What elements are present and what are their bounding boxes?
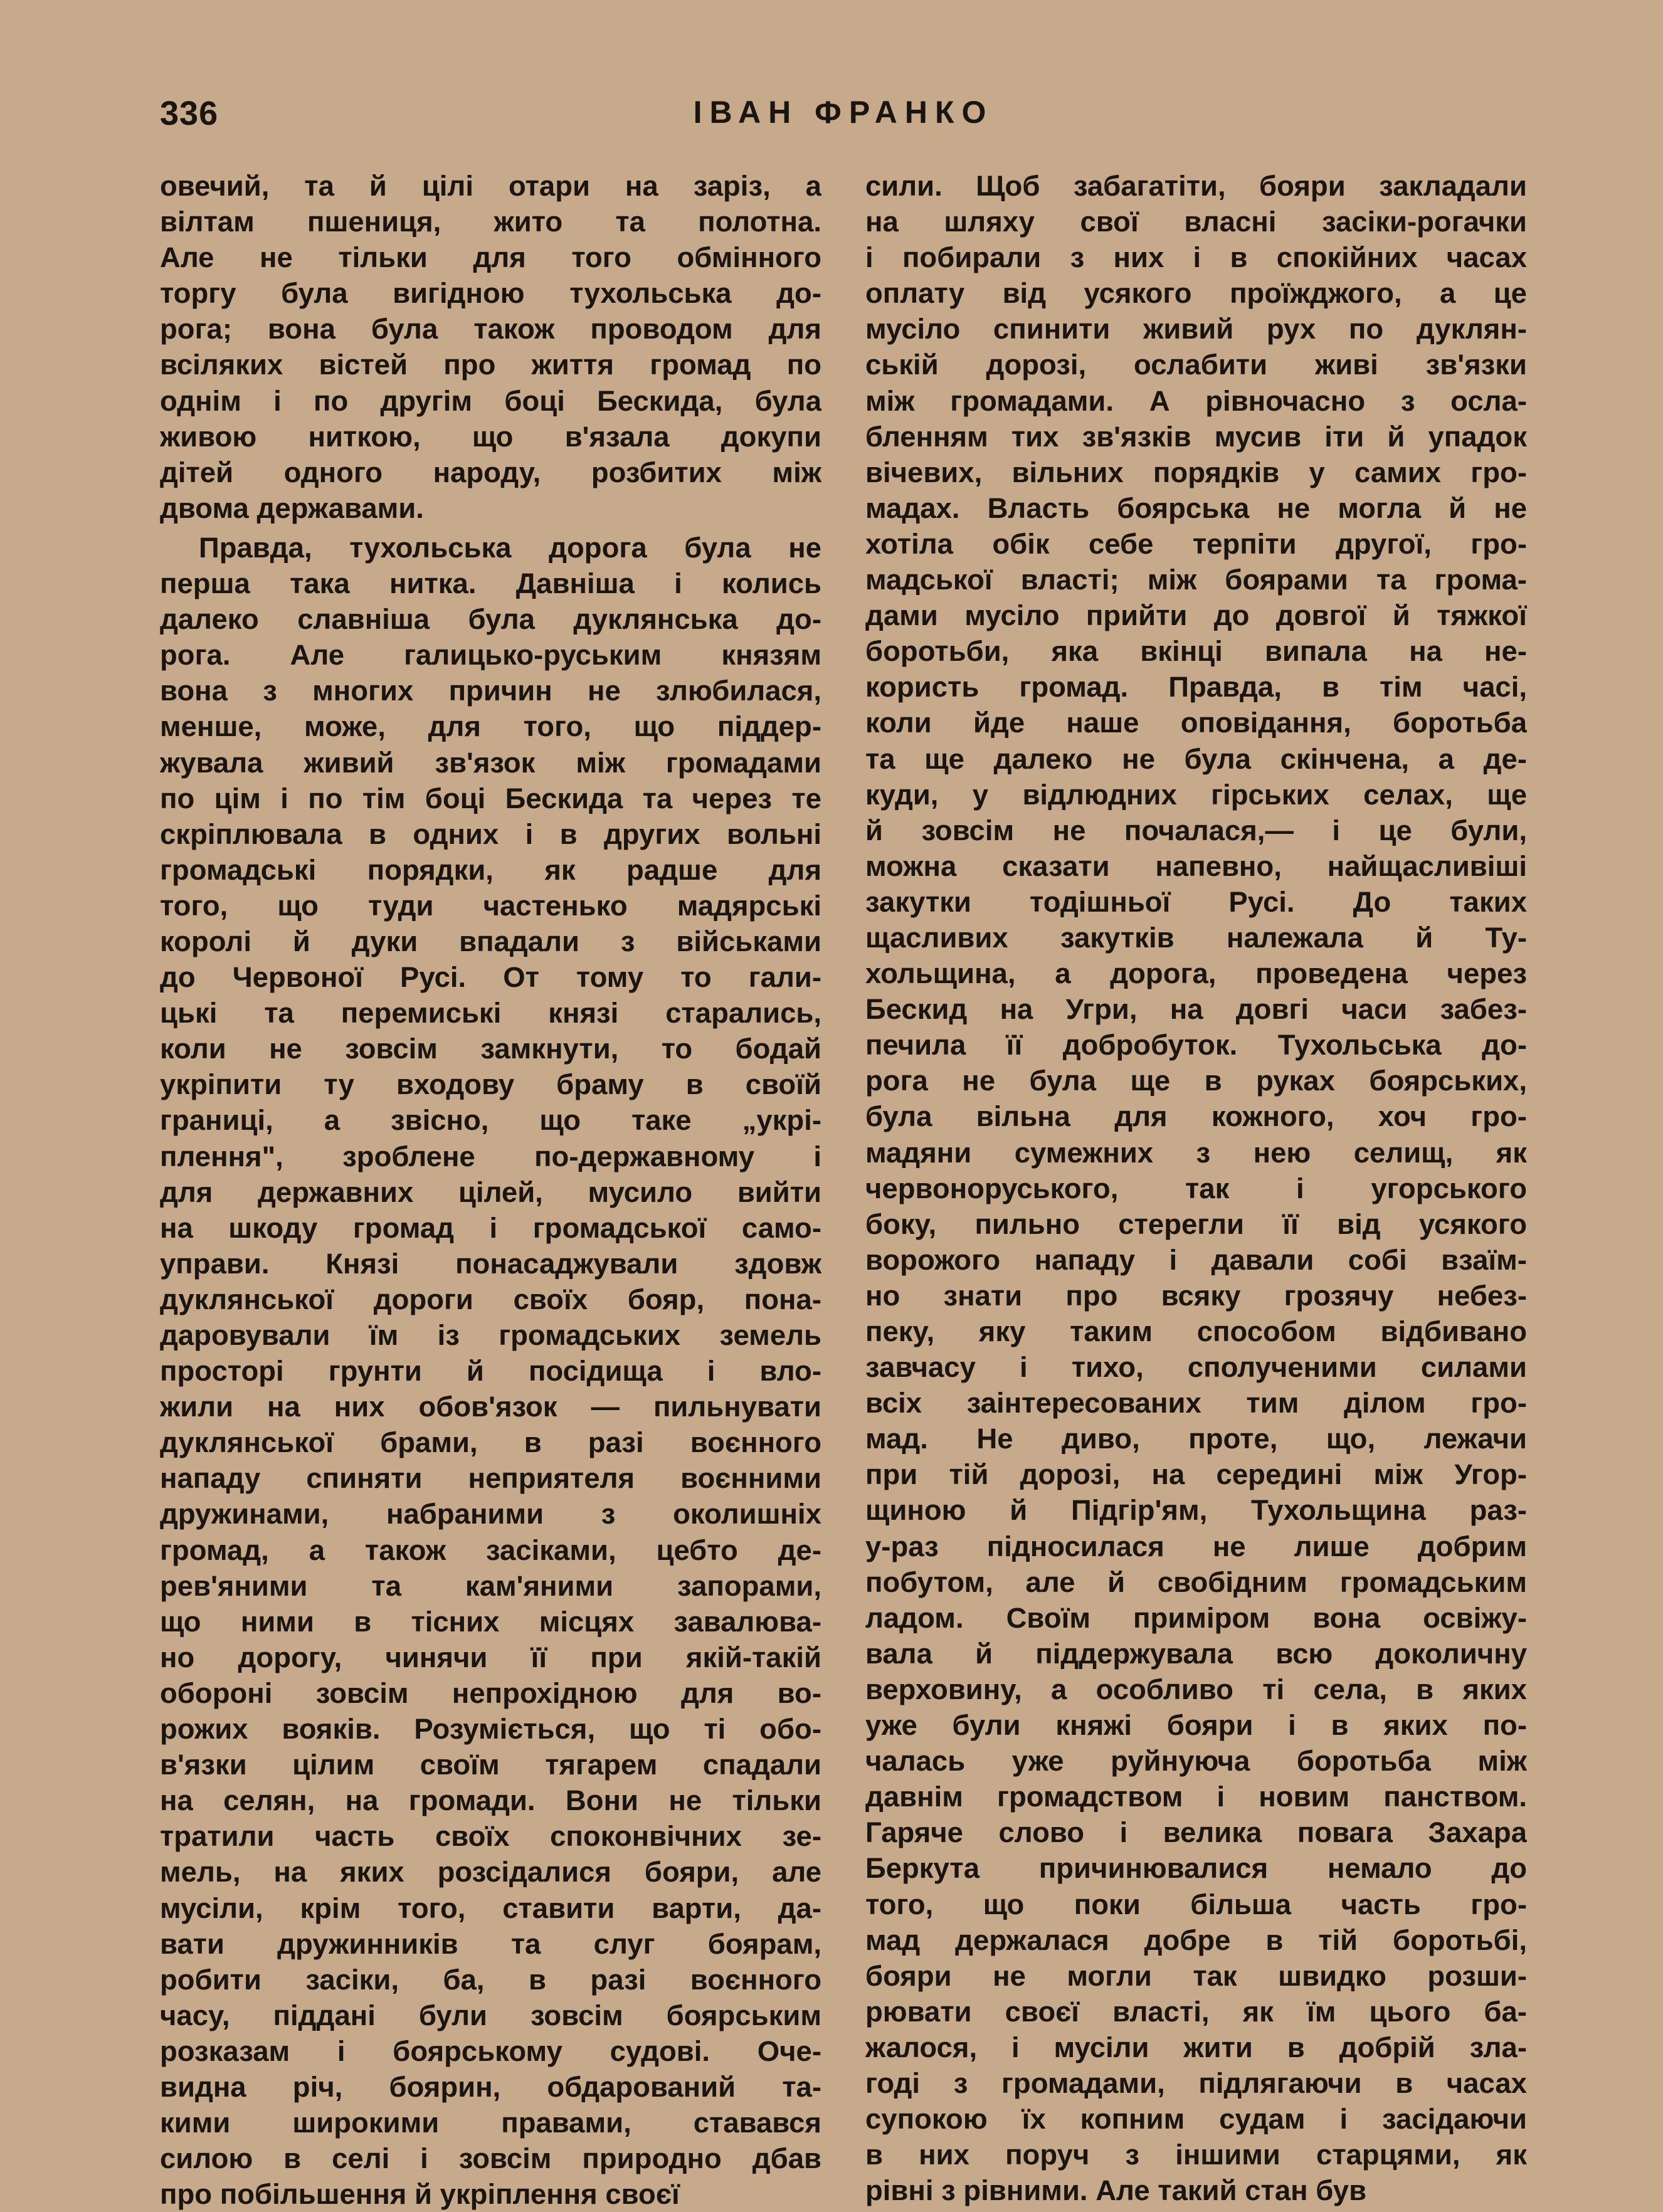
text-line: но дорогу, чинячи її при якій-такій	[160, 1641, 821, 1673]
text-line: розказам і боярському судові. Оче-	[160, 2035, 821, 2067]
text-line: щасливих закутків належала й Ту-	[865, 921, 1527, 954]
text-line: живою ниткою, що в'язала докупи	[160, 420, 821, 453]
text-line: мад держалася добре в тій боротьбі,	[865, 1924, 1527, 1956]
text-line: менше, може, для того, що піддер-	[160, 710, 821, 743]
text-line: Беркута причинювалися немало до	[865, 1852, 1527, 1885]
text-line: у-раз підносилася не лише добрим	[865, 1530, 1527, 1562]
text-line: між громадами. А рівночасно з осла-	[865, 384, 1527, 417]
text-line: рожих вояків. Розуміється, що ті обо-	[160, 1713, 821, 1746]
text-line: робити засіки, ба, в разі воєнного	[160, 1963, 821, 1996]
text-line: управи. Князі понасаджували здовж	[160, 1247, 821, 1280]
text-line: всіх заінтересованих тим ділом гро-	[865, 1387, 1527, 1419]
text-line: далеко славніша була дуклянська до-	[160, 603, 821, 636]
text-line: жалося, і мусіли жити в добрій зла-	[865, 2031, 1527, 2063]
text-line: щиною й Підгір'ям, Тухольщина раз-	[865, 1494, 1527, 1527]
text-line: дуклянської брами, в разі воєнного	[160, 1426, 821, 1459]
text-line: тратили часть своїх споконвічних зе-	[160, 1820, 821, 1853]
text-line: в'язки цілим своїм тягарем спадали	[160, 1749, 821, 1781]
text-line: рювати своєї власті, як їм цього ба-	[865, 1995, 1527, 2028]
text-line: боку, пильно стерегли її від усякого	[865, 1208, 1527, 1240]
text-line: ладом. Своїм приміром вона освіжу-	[865, 1601, 1527, 1634]
text-line: вати дружинників та слуг боярам,	[160, 1927, 821, 1960]
text-line: верховину, а особливо ті села, в яких	[865, 1673, 1527, 1705]
text-line: даровували їм із громадських земель	[160, 1319, 821, 1351]
right-text-column	[865, 168, 1527, 2208]
text-line: бояри не могли так швидко розши-	[865, 1959, 1527, 1992]
text-line: силою в селі і зовсім природно дбав	[160, 2142, 821, 2175]
text-line: хольщина, а дорога, проведена через	[865, 957, 1527, 990]
text-line: по цім і по тім боці Бескида та через те	[160, 782, 821, 814]
text-line: хотіла обік себе терпіти другої, гро-	[865, 527, 1527, 560]
text-line: і побирали з них і в спокійних часах	[865, 241, 1527, 274]
text-line: годі з громадами, підлягаючи в часах	[865, 2067, 1527, 2099]
text-line: всіляких вістей про життя громад по	[160, 349, 821, 381]
text-line: оплату від усякого проїжджого, а це	[865, 277, 1527, 310]
page-header	[160, 94, 1527, 144]
text-line: овечий, та й цілі отари на заріз, а	[160, 170, 821, 202]
text-line: королі й дуки впадали з військами	[160, 925, 821, 957]
text-line: в них поруч з іншими старцями, як	[865, 2139, 1527, 2171]
text-line: для державних цілей, мусило вийти	[160, 1176, 821, 1208]
text-line: печила її добробуток. Тухольська до-	[865, 1029, 1527, 1061]
text-line: вона з многих причин не злюбилася,	[160, 675, 821, 707]
text-line: супокою їх копним судам і засідаючи	[865, 2103, 1527, 2136]
text-line: чалась уже руйнуюча боротьба між	[865, 1745, 1527, 1778]
running-title: ІВАН ФРАНКО	[693, 95, 994, 130]
text-line: сили. Щоб забагатіти, бояри закладали	[865, 170, 1527, 202]
text-line: мель, на яких розсідалися бояри, але	[160, 1856, 821, 1888]
text-line: на шляху свої власні засіки-рогачки	[865, 206, 1527, 238]
text-line: пеку, яку таким способом відбивано	[865, 1315, 1527, 1347]
text-line: можна сказати напевно, найщасливіші	[865, 850, 1527, 882]
text-line: рев'яними та кам'яними запорами,	[160, 1569, 821, 1602]
text-line: була вільна для кожного, хоч гро-	[865, 1100, 1527, 1133]
text-line: що ними в тісних місцях завалюва-	[160, 1605, 821, 1638]
text-line: уже були княжі бояри і в яких по-	[865, 1709, 1527, 1742]
text-line: громадські порядки, як радше для	[160, 853, 821, 886]
text-line: того, що поки більша часть гро-	[865, 1888, 1527, 1920]
text-line: мадах. Власть боярська не могла й не	[865, 492, 1527, 524]
text-line: дуклянської дороги своїх бояр, пона-	[160, 1283, 821, 1315]
text-line: торгу була вигідною тухольська до-	[160, 277, 821, 310]
text-line: мадяни сумежних з нею селищ, як	[865, 1136, 1527, 1169]
text-line: мусіло спинити живий рух по дуклян-	[865, 313, 1527, 345]
text-line: укріпити ту входову браму в своїй	[160, 1068, 821, 1101]
text-line: рога не була ще в руках боярських,	[865, 1065, 1527, 1097]
text-line: плення", зроблене по-державному і	[160, 1140, 821, 1172]
text-line: Але не тільки для того обмінного	[160, 241, 821, 274]
text-line: Гаряче слово і велика повага Захара	[865, 1816, 1527, 1849]
text-line: й зовсім не почалася,— і це були,	[865, 814, 1527, 846]
left-text-column	[160, 168, 821, 2212]
text-line: двома державами.	[160, 492, 424, 524]
text-line: однім і по другім боці Бескида, була	[160, 384, 821, 417]
text-line: того, що туди частенько мадярські	[160, 889, 821, 922]
text-line: закутки тодішньої Русі. До таких	[865, 885, 1527, 918]
text-line: дами мусіло прийти до довгої й тяжкої	[865, 599, 1527, 632]
text-line: цькі та перемиські князі старались,	[160, 997, 821, 1030]
text-line: обороні зовсім непрохідною для во-	[160, 1677, 821, 1709]
text-line: жувала живий зв'язок між громадами	[160, 746, 821, 779]
text-line: громад, а також засіками, цебто де-	[160, 1534, 821, 1566]
text-line: червоноруського, так і угорського	[865, 1172, 1527, 1204]
text-line: та ще далеко не була скінчена, а де-	[865, 742, 1527, 775]
text-line: боротьби, яка вкінці випала на не-	[865, 635, 1527, 668]
text-line: перша така нитка. Давніша і колись	[160, 567, 821, 600]
text-line: просторі грунти й посідища і вло-	[160, 1355, 821, 1388]
text-line: рівні з рівними. Але такий стан був	[865, 2174, 1367, 2207]
text-line: дружинами, набраними з околишніх	[160, 1498, 821, 1530]
text-line: границі, а звісно, що таке „укрі-	[160, 1104, 821, 1137]
text-line: рога; вона була також проводом для	[160, 313, 821, 345]
text-line: вічевих, вільних порядків у самих гро-	[865, 456, 1527, 488]
text-line: Бескид на Угри, на довгі часи забез-	[865, 993, 1527, 1026]
text-line: но знати про всяку грозячу небез-	[865, 1279, 1527, 1312]
text-line: на шкоду громад і громадської само-	[160, 1211, 821, 1244]
text-line: мусіли, крім того, ставити варти, да-	[160, 1892, 821, 1924]
text-line: часу, піддані були зовсім боярським	[160, 1999, 821, 2031]
text-line: куди, у відлюдних гірських селах, ще	[865, 778, 1527, 811]
text-line: бленням тих зв'язків мусив іти й упадок	[865, 420, 1527, 453]
text-line: про побільшення й укріплення своєї	[160, 2178, 680, 2211]
text-line: при тій дорозі, на середині між Угор-	[865, 1458, 1527, 1491]
text-line: користь громад. Правда, в тім часі,	[865, 671, 1527, 703]
text-line: скріплювала в одних і в других вольні	[160, 818, 821, 850]
page-number: 336	[160, 95, 219, 132]
text-line: кими широкими правами, ставався	[160, 2107, 821, 2139]
text-line: коли йде наше оповідання, боротьба	[865, 707, 1527, 739]
text-line: видна річ, боярин, обдарований та-	[160, 2070, 821, 2103]
text-line: завчасу і тихо, сполученими силами	[865, 1351, 1527, 1384]
text-line: вала й піддержувала всю доколичну	[865, 1637, 1527, 1670]
text-line: мад. Не диво, проте, що, лежачи	[865, 1423, 1527, 1455]
text-line: побутом, але й свобідним громадським	[865, 1566, 1527, 1598]
text-line: коли не зовсім замкнути, то бодай	[160, 1033, 821, 1065]
text-line: Правда, тухольська дорога була не	[199, 531, 821, 564]
text-line: на селян, на громади. Вони не тільки	[160, 1784, 821, 1817]
text-line: мадської власті; між боярами та грома-	[865, 564, 1527, 596]
text-line: дітей одного народу, розбитих між	[160, 456, 821, 488]
text-line: жили на них обов'язок — пильнувати	[160, 1391, 821, 1423]
text-line: ській дорозі, ослабити живі зв'язки	[865, 349, 1527, 381]
text-line: нападу спиняти неприятеля воєнними	[160, 1462, 821, 1495]
text-line: рога. Але галицько-руським князям	[160, 639, 821, 672]
text-line: до Червоної Русі. От тому то гали-	[160, 961, 821, 994]
text-line: ворожого нападу і давали собі взаїм-	[865, 1243, 1527, 1276]
text-line: вілтам пшениця, жито та полотна.	[160, 206, 821, 238]
text-line: давнім громадством і новим панством.	[865, 1781, 1527, 1813]
